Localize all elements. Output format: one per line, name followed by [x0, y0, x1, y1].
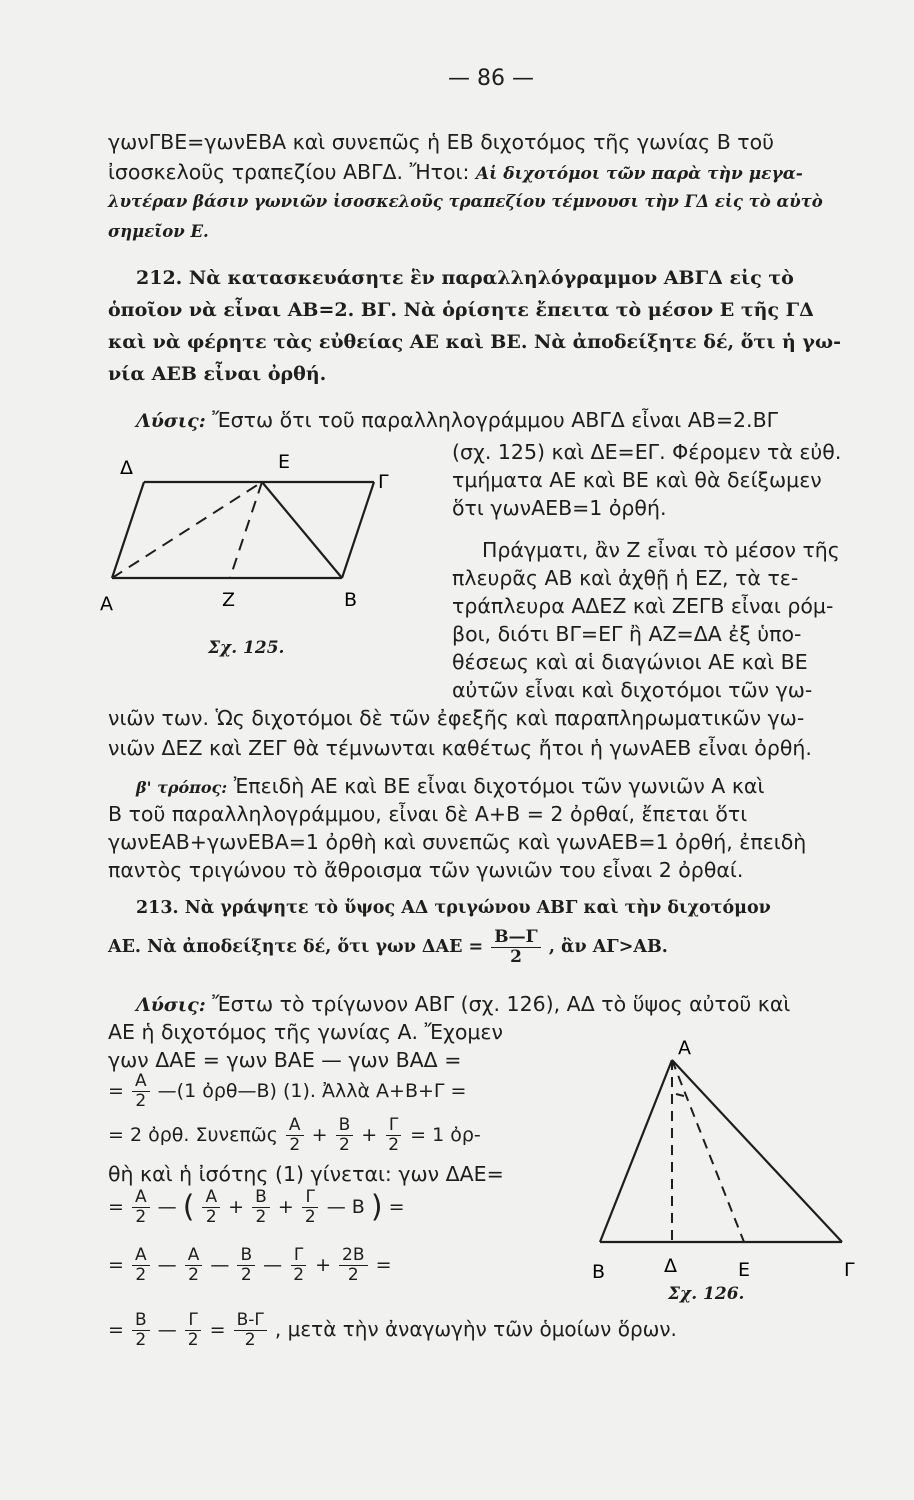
theorem-text: σημεῖον Ε. [108, 222, 209, 241]
denominator: 2 [205, 1207, 217, 1227]
text-run: = 1 ὀρ- [410, 1124, 481, 1146]
math-line [108, 1306, 677, 1353]
math-line [108, 1184, 405, 1231]
side-ad [112, 482, 144, 578]
side-ag [672, 1060, 842, 1242]
text-line: θὴ καὶ ἡ ἰσότης (1) γίνεται: γων ΔΑΕ= [108, 1162, 504, 1186]
method-label: β' τρόπος: [136, 778, 228, 797]
text-line: ὅτι γωνΑΕΒ=1 ὀρθή. [452, 496, 667, 520]
numerator: Γ [302, 1188, 317, 1208]
numerator: Α [132, 1246, 150, 1266]
label-a: Α [100, 593, 113, 615]
fraction [491, 928, 540, 967]
bisector-ae [672, 1060, 744, 1242]
math-line [108, 1112, 481, 1158]
side-gb [342, 482, 374, 578]
text-line: γων ΔΑΕ = γων ΒΑΕ — γων ΒΑΔ = [108, 1048, 462, 1072]
numerator: Β [252, 1188, 270, 1208]
fraction [185, 1246, 203, 1285]
op: = [108, 1080, 124, 1102]
figure-126-caption: Σχ. 126. [668, 1284, 745, 1304]
label-g: Γ [844, 1259, 855, 1281]
solution-212-first-line [136, 406, 906, 435]
paren-open: ( [182, 1189, 195, 1225]
math-line [108, 1242, 392, 1288]
fraction [339, 1246, 367, 1285]
text-run: ΑΕ. Νὰ ἀποδείξητε δέ, ὅτι γων ΔΑΕ = [108, 937, 484, 957]
solution-label: Λύσις: [136, 994, 206, 1016]
denominator: 2 [338, 1135, 350, 1155]
solution-label: Λύσις: [136, 410, 206, 432]
text-run: ἰσοσκελοῦς τραπεζίου ΑΒΓΔ. Ἤτοι: [108, 160, 470, 184]
label-b: Β [592, 1261, 606, 1282]
op: — [157, 1319, 177, 1341]
text-run: Ἐπειδὴ ΑΕ καὶ ΒΕ εἶναι διχοτόμοι τῶν γωνιῶν Α καὶ [233, 774, 765, 798]
numerator: 2Β [339, 1246, 367, 1266]
fraction [385, 1116, 402, 1155]
numerator: Β [336, 1116, 354, 1136]
theorem-text: Αἱ διχοτόμοι τῶν παρὰ τὴν μεγα- [475, 164, 803, 184]
fraction [185, 1311, 202, 1350]
paren-close: ) [370, 1189, 383, 1225]
numerator: Γ [386, 1116, 401, 1136]
segment-ae [112, 482, 262, 578]
denominator: 2 [187, 1330, 199, 1350]
text-line: νιῶν ΔΕΖ καὶ ΖΕΓ θὰ τέμνωνται καθέτως ἤτοι ἡ γωνΑΕΒ εἶναι ὀρθή. [108, 736, 812, 760]
numerator: Γ [291, 1246, 306, 1266]
op: — [157, 1196, 177, 1218]
denominator: 2 [347, 1265, 359, 1285]
text-run: , μετὰ τὴν ἀναγωγὴν τῶν ὁμοίων ὅρων. [274, 1317, 677, 1341]
text-line: γωνΓΒΕ=γωνΕΒΑ καὶ συνεπῶς ἡ ΕΒ διχοτόμος τῆς γωνίας Β τοῦ [108, 130, 775, 154]
text-line: (σχ. 125) καὶ ΔΕ=ΕΓ. Φέρομεν τὰ εὐθ. [452, 440, 842, 464]
side-ab [600, 1060, 672, 1242]
text-run: Ἔστω ὅτι τοῦ παραλληλογράμμου ΑΒΓΔ εἶναι ΑΒ=2.ΒΓ [212, 408, 779, 432]
denominator: 2 [135, 1091, 147, 1111]
problem-212-line: καὶ νὰ φέρητε τὰς εὐθείας ΑΕ καὶ ΒΕ. Νὰ ἀποδείξητε δέ, ὅτι ἡ γω- [108, 331, 841, 353]
segment-eb [262, 482, 342, 578]
fraction [132, 1188, 150, 1227]
op: — [157, 1254, 177, 1276]
numerator: Β [237, 1246, 255, 1266]
denominator: 2 [388, 1135, 400, 1155]
op: + [228, 1196, 245, 1218]
segment-ez [230, 482, 262, 578]
numerator: Α [185, 1246, 203, 1266]
denominator: 2 [293, 1265, 305, 1285]
label-b: Β [344, 589, 358, 611]
op: = [108, 1319, 124, 1341]
label-e: Ε [278, 451, 291, 473]
text-run: —(1 ὀρθ—Β) (1). Ἀλλὰ Α+Β+Γ = [157, 1080, 467, 1102]
text-line: πλευρᾶς ΑΒ καὶ ἀχθῇ ἡ ΕΖ, τὰ τε- [452, 566, 799, 590]
text-line: παντὸς τριγώνου τὸ ἄθροισμα τῶν γωνιῶν του εἶναι 2 ὀρθαί. [108, 858, 744, 882]
theorem-text: λυτέραν βάσιν γωνιῶν ἰσοσκελοῦς τραπεζίου τέμνουσι τὴν ΓΔ εἰς τὸ αὐτὸ [108, 192, 823, 211]
numerator: Α [202, 1188, 220, 1208]
text-line [108, 158, 878, 188]
fraction [237, 1246, 255, 1285]
figure-125-caption: Σχ. 125. [208, 638, 285, 658]
text-line: τράπλευρα ΑΔΕΖ καὶ ΖΕΓΒ εἶναι ρόμ- [452, 594, 834, 618]
op: — [263, 1254, 283, 1276]
fraction [132, 1246, 150, 1285]
solution-213-first-line [136, 990, 878, 1019]
text-line: αὐτῶν εἶναι καὶ διχοτόμοι τῶν γω- [452, 678, 813, 702]
numerator: Β-Γ [234, 1311, 267, 1331]
denominator: 2 [304, 1207, 316, 1227]
numerator: Β [132, 1311, 150, 1331]
denominator: 2 [510, 947, 522, 967]
denominator: 2 [135, 1207, 147, 1227]
text-line: ΑΕ ἡ διχοτόμος τῆς γωνίας Α. Ἔχομεν [108, 1020, 503, 1044]
label-d: Δ [664, 1255, 677, 1277]
text-line: γωνΕΑΒ+γωνΕΒΑ=1 ὀρθὴ καὶ συνεπῶς καὶ γωνΑΕΒ=1 ὀρθή, ἐπειδὴ [108, 830, 807, 854]
text-line: βοι, διότι ΒΓ=ΕΓ ἢ ΑΖ=ΔΑ ἐξ ὑπο- [452, 622, 802, 646]
op: = [108, 1196, 124, 1218]
label-z: Ζ [222, 589, 236, 611]
numerator: Β—Γ [491, 928, 540, 948]
fraction [286, 1116, 304, 1155]
op: + [277, 1196, 294, 1218]
fraction [252, 1188, 270, 1227]
denominator: 2 [135, 1330, 147, 1350]
text-run: — Β [326, 1196, 365, 1218]
method2-first-line [136, 772, 906, 802]
label-e: Ε [738, 1259, 751, 1281]
numerator: Α [132, 1072, 150, 1092]
denominator: 2 [135, 1265, 147, 1285]
denominator: 2 [255, 1207, 267, 1227]
fraction [132, 1072, 150, 1111]
denominator: 2 [244, 1330, 256, 1350]
text-line: Πράγματι, ἂν Ζ εἶναι τὸ μέσον τῆς [482, 538, 840, 562]
problem-213-line [108, 926, 878, 968]
label-g: Γ [378, 471, 389, 493]
op: = [375, 1254, 392, 1276]
figure-125 [92, 442, 422, 662]
op: — [210, 1254, 230, 1276]
fraction [202, 1188, 220, 1227]
denominator: 2 [240, 1265, 252, 1285]
problem-212-line: νία ΑΕΒ εἶναι ὀρθή. [108, 363, 327, 385]
angle-mark [676, 1094, 684, 1096]
op: = [209, 1319, 226, 1341]
problem-212-line: ὁποῖον νὰ εἶναι ΑΒ=2. ΒΓ. Νὰ ὁρίσητε ἔπειτα τὸ μέσον Ε τῆς ΓΔ [108, 299, 814, 321]
fraction [336, 1116, 354, 1155]
op: + [311, 1124, 328, 1146]
label-a: Α [678, 1037, 691, 1059]
fraction [234, 1311, 267, 1350]
op: + [315, 1254, 331, 1276]
numerator: Α [286, 1116, 304, 1136]
text-line: θέσεως καὶ αἱ διαγώνιοι ΑΕ καὶ ΒΕ [452, 650, 808, 674]
op: + [361, 1124, 378, 1146]
numerator: Α [132, 1188, 150, 1208]
op: = [108, 1254, 124, 1276]
label-d: Δ [120, 457, 133, 479]
text-line: νιῶν των. Ὡς διχοτόμοι δὲ τῶν ἐφεξῆς καὶ παραπληρωματικῶν γω- [108, 706, 805, 730]
page-number: — 86 — [448, 66, 534, 91]
fraction [302, 1188, 319, 1227]
text-run: , ἂν ΑΓ>ΑΒ. [548, 937, 668, 957]
fraction [290, 1246, 307, 1285]
fraction [132, 1311, 150, 1350]
numerator: Γ [185, 1311, 200, 1331]
math-line [108, 1068, 466, 1114]
text-line: τμήματα ΑΕ καὶ ΒΕ καὶ θὰ δείξωμεν [452, 468, 822, 492]
text-run: Ἔστω τὸ τρίγωνον ΑΒΓ (σχ. 126), ΑΔ τὸ ὕψος αὐτοῦ καὶ [212, 992, 791, 1016]
denominator: 2 [289, 1135, 301, 1155]
figure-126 [580, 1020, 870, 1282]
denominator: 2 [188, 1265, 199, 1285]
text-run: = 2 ὀρθ. Συνεπῶς [108, 1124, 278, 1146]
text-line: Β τοῦ παραλληλογράμμου, εἶναι δὲ Α+Β = 2 ὀρθαί, ἔπεται ὅτι [108, 802, 748, 826]
op: = [388, 1196, 405, 1218]
problem-213-line: 213. Νὰ γράψητε τὸ ὕψος ΑΔ τριγώνου ΑΒΓ καὶ τὴν διχοτόμον [136, 898, 771, 918]
problem-212-line: 212. Νὰ κατασκευάσητε ἓν παραλληλόγραμμον ΑΒΓΔ εἰς τὸ [136, 267, 794, 289]
